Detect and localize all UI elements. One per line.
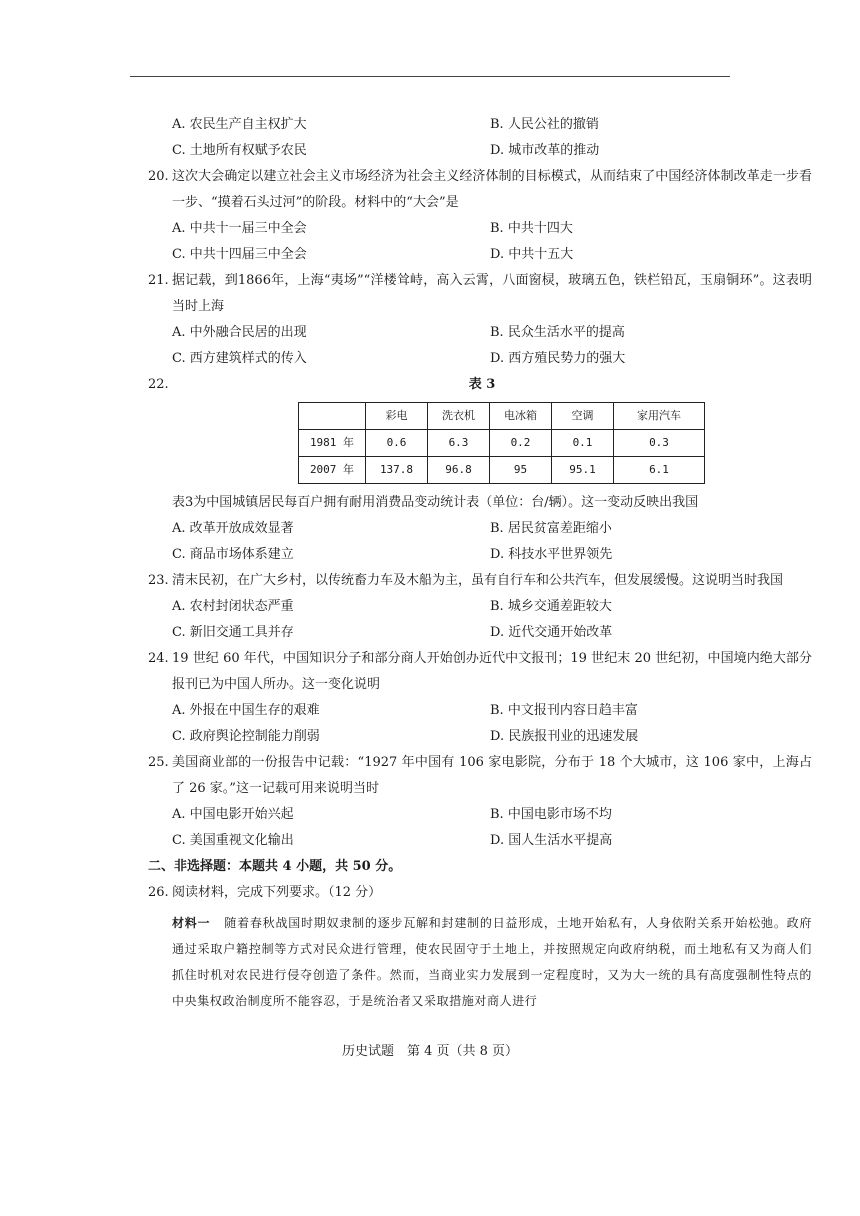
table-cell: 95: [490, 457, 552, 484]
question-stem: 美国商业部的一份报告中记载：“1927 年中国有 106 家电影院，分布于 18 个大城市，这 106 家中，上海占了 26 家。”这一记载可用来说明当时: [172, 755, 812, 796]
question-22-header: [148, 372, 812, 398]
option-d: D. 近代交通开始改革: [490, 625, 613, 640]
page-footer: 历史试题 第 4 页（共 8 页）: [341, 1044, 519, 1059]
option-c: C. 美国重视文化输出: [172, 833, 294, 848]
question-stem: 清末民初，在广大乡村，以传统畜力车及木船为主，虽有自行车和公共汽车，但发展缓慢。这说明当时我国: [172, 573, 784, 588]
option-a: A. 农民生产自主权扩大: [172, 117, 307, 132]
option-b: B. 人民公社的撤销: [490, 117, 599, 132]
option-c: C. 新旧交通工具并存: [172, 625, 294, 640]
table-cell: 6.1: [614, 457, 705, 484]
question-number: 22.: [148, 377, 169, 392]
options: [172, 594, 812, 646]
options: [172, 216, 812, 268]
option-d: D. 民族报刊业的迅速发展: [490, 729, 639, 744]
table-cell: 6.3: [428, 430, 490, 457]
question-number: 26.: [148, 885, 169, 900]
material-text: 随着春秋战国时期奴隶制的逐步瓦解和封建制的日益形成，土地开始私有，人身依附关系开始松弛。政府通过采取户籍控制等方式对民众进行管理，使农民固守于土地上，并按照规定向政府纳税，而土地私有又为商人们抓住时机对农民进行侵夺创造了条件。然而，当商业实力发展到一定程度时，又为大一统的具有高度强制性特点的中央集权政治制度所不能容忍，于是统治者又采取措施对商人进行: [172, 916, 812, 1008]
table-cell: 95.1: [552, 457, 614, 484]
option-c: C. 西方建筑样式的传入: [172, 351, 307, 366]
option-b: B. 民众生活水平的提高: [490, 325, 625, 340]
option-b: B. 中文报刊内容日趋丰富: [490, 703, 638, 718]
option-c: C. 政府舆论控制能力削弱: [172, 729, 320, 744]
option-b: B. 城乡交通差距较大: [490, 599, 612, 614]
question-21: [148, 268, 812, 372]
options: [172, 516, 812, 568]
option-c: C. 中共十四届三中全会: [172, 247, 307, 262]
table-title: 表 3: [468, 377, 496, 392]
question-19: [172, 112, 812, 164]
question-26: [148, 880, 812, 1014]
option-a: A. 中共十一届三中全会: [172, 221, 307, 236]
question-stem: 表3为中国城镇居民每百户拥有耐用消费品变动统计表（单位：台/辆）。这一变动反映出我国: [172, 495, 699, 510]
question-stem: 这次大会确定以建立社会主义市场经济为社会主义经济体制的目标模式，从而结束了中国经济体制改革走一步看一步、“摸着石头过河”的阶段。材料中的“大会”是: [172, 169, 812, 210]
option-d: D. 科技水平世界领先: [490, 547, 613, 562]
table-row: [299, 430, 705, 457]
option-c: C. 商品市场体系建立: [172, 547, 294, 562]
table-header-cell: 电冰箱: [490, 403, 552, 430]
question-number: 25.: [148, 755, 169, 770]
option-d: D. 国人生活水平提高: [490, 833, 613, 848]
table-cell: 96.8: [428, 457, 490, 484]
table-row: [299, 457, 705, 484]
option-d: D. 城市改革的推动: [490, 143, 600, 158]
option-c: C. 土地所有权赋予农民: [172, 143, 307, 158]
options: [172, 802, 812, 854]
options: [172, 698, 812, 750]
table-header-cell: 空调: [552, 403, 614, 430]
table-header-row: [299, 403, 705, 430]
option-b: B. 居民贫富差距缩小: [490, 521, 612, 536]
option-a: A. 外报在中国生存的艰难: [172, 703, 320, 718]
question-number: 20.: [148, 169, 169, 184]
option-a: A. 中国电影开始兴起: [172, 807, 294, 822]
table-cell: 2007 年: [299, 457, 366, 484]
question-24: [148, 646, 812, 750]
table-cell: 137.8: [366, 457, 428, 484]
header-rule: [130, 76, 730, 77]
section-heading: 二、非选择题：本题共 4 小题，共 50 分。: [148, 859, 402, 874]
option-a: A. 农村封闭状态严重: [172, 599, 294, 614]
question-number: 23.: [148, 573, 169, 588]
option-a: A. 中外融合民居的出现: [172, 325, 307, 340]
question-20: [148, 164, 812, 268]
option-d: D. 中共十五大: [490, 247, 574, 262]
table-cell: 0.2: [490, 430, 552, 457]
question-25: [148, 750, 812, 854]
material-passage: [172, 910, 812, 1014]
question-stem: 据记载，到1866年，上海“夷场”“洋楼耸峙，高入云霄，八面窗棂，玻璃五色，铁栏铅瓦，玉扇铜环”。这表明当时上海: [172, 273, 812, 314]
table-header-cell: 彩电: [366, 403, 428, 430]
option-a: A. 改革开放成效显著: [172, 521, 294, 536]
question-number: 24.: [148, 651, 169, 666]
table-cell: 0.1: [552, 430, 614, 457]
question-number: 21.: [148, 273, 169, 288]
page-content: [148, 112, 812, 1014]
options: [172, 112, 812, 164]
consumer-goods-table: [298, 402, 705, 484]
question-stem: 阅读材料，完成下列要求。（12 分）: [172, 885, 382, 900]
option-b: B. 中共十四大: [490, 221, 573, 236]
table-header-cell: [299, 403, 366, 430]
table-cell: 0.6: [366, 430, 428, 457]
question-stem: 19 世纪 60 年代，中国知识分子和部分商人开始创办近代中文报刊；19 世纪末 20 世纪初，中国境内绝大部分报刊已为中国人所办。这一变化说明: [172, 651, 812, 692]
table-cell: 0.3: [614, 430, 705, 457]
question-23: [148, 568, 812, 646]
table-header-cell: 洗衣机: [428, 403, 490, 430]
option-d: D. 西方殖民势力的强大: [490, 351, 626, 366]
options: [172, 320, 812, 372]
table-cell: 1981 年: [299, 430, 366, 457]
material-label: 材料一: [172, 916, 211, 930]
option-b: B. 中国电影市场不均: [490, 807, 612, 822]
question-22: [148, 372, 812, 568]
table-header-cell: 家用汽车: [614, 403, 705, 430]
